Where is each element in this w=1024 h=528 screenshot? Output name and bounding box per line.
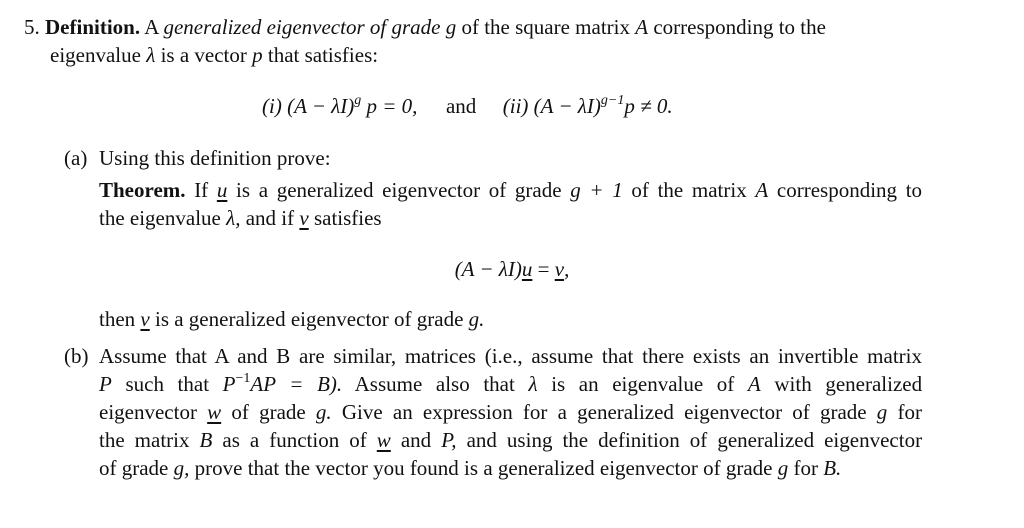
part-b-line-2: P such that $P^{-1}AP = B$). Assume also that λ is an eigenvalue of A with generalized	[99, 371, 923, 396]
theorem-equation: (A − λI)u = v,	[454, 257, 570, 281]
definition-term: generalized eigenvector of grade	[163, 15, 441, 39]
part-b-line-5: of grade g, prove that the vector you found is a generalized eigenvector of grade g for B.	[99, 456, 842, 480]
condition-i: (i) $(A - \lambda I)^g$ p = 0,	[262, 93, 418, 118]
definition-equation	[262, 93, 673, 119]
theorem-conclusion: then v is a generalized eigenvector of grade g.	[99, 307, 485, 331]
part-a-intro: Using this definition prove:	[99, 146, 331, 170]
definition-line-2: eigenvalue λ is a vector p that satisfies:	[50, 43, 379, 67]
part-b-line-3: eigenvector w of grade g. Give an expression for a generalized eigenvector of grade g for	[99, 400, 922, 424]
part-a-label: (a)	[64, 146, 88, 170]
theorem-line-1: Theorem. If u is a generalized eigenvector of grade g + 1 of the matrix A corresponding to	[99, 178, 923, 202]
problem-number: 5.	[24, 15, 40, 39]
theorem-label: Theorem.	[99, 178, 186, 202]
problem-heading-line: 5. Definition. A generalized eigenvector of grade g of the square matrix A corresponding to the	[24, 15, 826, 39]
theorem-line-2: the eigenvalue λ, and if v satisfies	[99, 206, 382, 230]
part-b-label: (b)	[64, 344, 89, 368]
equation-and: and	[445, 94, 477, 118]
part-b-line-1: Assume that A and B are similar, matrices (i.e., assume that there exists an invertible matrix	[99, 344, 922, 368]
definition-label: Definition.	[45, 15, 141, 39]
condition-ii: (ii) $(A - \lambda I)^{g-1}p \ne 0$.	[502, 93, 673, 118]
part-b-line-4: the matrix B as a function of w and P, and using the definition of generalized eigenvector	[99, 428, 923, 452]
